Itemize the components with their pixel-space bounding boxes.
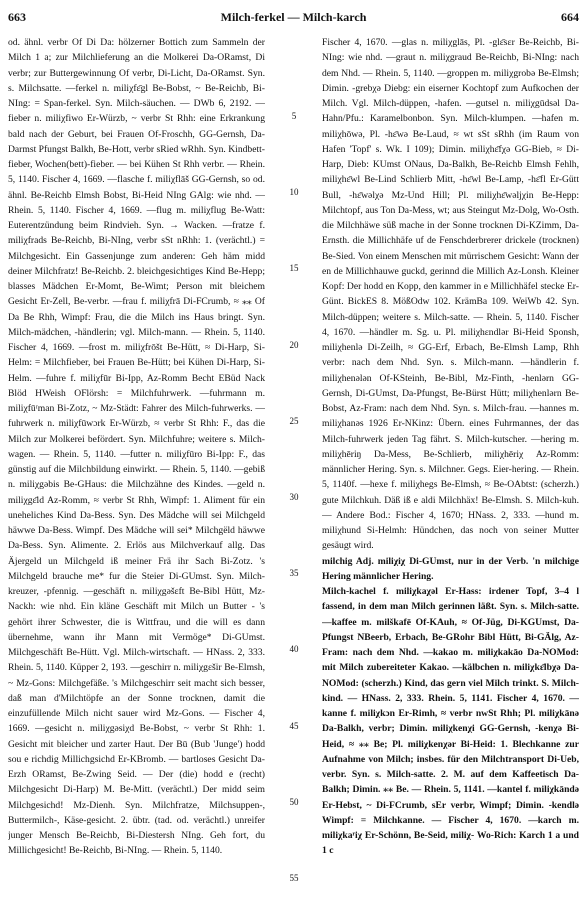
page-number-left: 663 <box>8 10 26 24</box>
line-number: 5 <box>291 111 297 121</box>
entry-milch-kachel: Milch-kachel f. miliχkaχəl Er-Hass: irdener Topf, 3–4 l fassend, in dem man Milch gerinnen läßt. Syn. s. Milch-satte. —kaffee m. milškafē Of-KAuh, ≈ Of-Jüg, Di-KGUmst, Da-Pfungst NBeerb, Erbach, Be-GRohr Bibl Hütt, Bi-GÄlg, Az-Fram: nach dem Nhd. —kakao m. miliχkakāo Da-NOMod: mit Milch zubereiteter Kakao. —kälbchen n. miliχkɛ̄lbχə Da-NOMod: (scherzh.) Kind, das gern viel Milch trinkt. S. Milch-kind. — HNass. 2, 333. Rhein. 5, 1141. Fischer 4, 1670. —kanne f. miliχkɔn Er-Rimh, ≈ verbr nwSt Rhh; Pl. miliχkānə Da-Balkh, verbr; Dimin. miliχkenχi GG-Gernsh, -kenχə Bi-Heid, ≈ ⁎⁎ Be; Pl. miliχkenχər Bi-Heid: 1. Blechkanne zur Aufnahme von Milch; insbes. für den Milchtransport Di-Ueb, verbr. Syn. s. Milch-satte. 2. M. auf dem Kaffeetisch Da-Balkh; Dimin. ⁎⁎ Be. — Rhein. 5, 1141. —kantel f. miliχkāndə Er-Hebst, ~ Di-FCrumb, sEr verbr, Wimpf; Dimin. -kendlə Wimpf: = Milchkanne. — Fischer 4, 1670. —karch m. miliχkaʳiχ Er-Schönn, Be-Seid, miliχ- Wo-Rich: Karch 1 a und 1 c <box>322 586 579 857</box>
line-number: 55 <box>289 873 299 883</box>
line-number: 30 <box>289 492 299 502</box>
left-column <box>8 35 265 901</box>
line-number-gutter <box>281 35 307 901</box>
page-header <box>0 10 587 28</box>
line-number: 40 <box>289 644 299 654</box>
page-number-right: 664 <box>561 10 579 24</box>
right-column <box>322 35 579 901</box>
line-number: 10 <box>289 187 299 197</box>
line-number: 20 <box>289 340 299 350</box>
line-number: 45 <box>289 721 299 731</box>
entry-milchig: milchig Adj. miliχiχ Di-GUmst, nur in der Verb. 'n milchige Hering männlicher Hering. <box>322 555 579 582</box>
right-column-text: Fischer 4, 1670. —glas n. miliχglās, Pl. -glɛ̄sɛr Be-Reichb, Bi-NIng: wie nhd. —graut n. miliχgraud Be-Reichb, Bi-NIng: nach dem Nhd. — Rhein. 5, 1140. —groppen m. miliχgrobə Be-Elmsh; Dimin. -grebχə Diebg: ein eiserner Kochtopf zum Aufkochen der Milch. Vgl. Milch-düppen, -hafen. —gutsel n. miliχgūdsəl Da-Hahn/Pfu.: Karamelbonbon. Syn. Milch-klumpen. —hafen m. miliχhōwə, Pl. -hɛ̄wə Be-Laud, ≈ wt sSt sRhh (im Raum von Hafen 'Topf' s. Wk. I 109); Dimin. miliχhɛ̄fχə GG-Bieb, ≈ Di-Harp, Dieb: KUmst ONaus, Da-Balkh, Be-Reichb Elmsh Fehlh, miliχhɛ̄wl Be-Lind Schlierb Mitt, -hɛ̄wl Be-Lamp, -hɛ̄fl Er-Gütt Bull, -hɛ̄wəlχə Mz-Und Hill; Pl. miliχhɛ̄wəljχin Be-Hepp: Milchtopf, aus Ton Da-Mess, wt; aus Steingut Mz-Dolg, Wo-Osth. die Milchhäwe süß mache in der Sonne trocknen Di-KZimm, Da-Ernsth. die Millichhäfe uf de Fenschderbrerer drickele (trocknen) Be-Sied. Von einem Menschen mit mürrischem Gesicht: Wann der en de Millichhauwe guckd, gerinnd die Millich Az-Lonsh. Kleiner Kopf: Der hodd en Kopp, den kammer in e Millichhäfel stecke Er-Günt. BickES 8. MößOdw 102. KrämBa 109. WeiWb 42. Syn. Milch-düppen; weitere s. Milch-satte. — Rhein. 5, 1140. Fischer 4, 1670. —händler m. Sg. u. Pl. miliχhɛndlər Bi-Heid Sponsh, miliχhenlə Di-Zeilh, ≈ GG-Erf, Erbach, Be-Elmsh Lamp, Rhh verbr: nach dem Nhd. Syn. s. Milch-mann. —händlerin f. miliχhenələn Of-KSteinh, Be-Bibl, Mz-Finth, -henlərn GG-Gernsh, Di-GUmst, Da-Pfungst, Be-Bürst Hütt; miliχhenlərn Be-Bobst, Az-Fram: nach dem Nhd. Syn. s. Milch-frau. —hannes m. miliχhanəs 1926 Er-NKinz: Übern. eines Fuhrmannes, der das Milch-fuhrwerk jeden Tag fährt. S. Milch-kutscher. —hering m. miliχhēriŋ Da-Mess, Be-Schlierb, miliχhēriχ Az-Romm: männlicher Hering. Syn. s. Milchner. Gegs. Eier-hering. — Rhein. 5, 1140f. —hexe f. miliχhegs Be-Elmsh, ≈ Be-OAbtst: (scherzh.) gute Milchkuh. Däß iß e aldi Milchhäx! Be-Elmsh. S. Milch-kuh. — Andere Bod.: Fischer 4, 1670; HNass. 2, 333. —hund m. miliχhund Si-Helmh: Hündchen, das noch von seiner Mutter gesäugt wird. <box>322 37 579 552</box>
line-number: 50 <box>289 797 299 807</box>
line-number: 25 <box>289 416 299 426</box>
line-number: 15 <box>289 263 299 273</box>
left-column-text: od. ähnl. verbr Of Di Da: hölzerner Bottich zum Sammeln der Milch 1 a; zur Milchlieferung an die Molkerei Da-ORamst, Di verbr; zur Buttergewinnung Of verbr, Di-Licht, Da-ORamst. Syn. s. Milchsatte. —ferkel n. miliχfɛ̄gl Be-Bobst, ~ Be-Reichb, Bi-NIng: = Span-ferkel. Syn. Milch-säuchen. — DWb 6, 2192. —fieber n. miliχfiwo Er-Würzb, ~ verbr St Rhh: eine Erkrankung bald nach der Geburt, bei Frauen Of-Froschh, GG-Gernsh, Da-Darmst Pfungst Balkh, Be-Hott, verbr sRied wRhh. Syn. Kindbett-fieber, Wochen(bett)-fieber. — bei Kühen St Rhh verbr. — Rhein. 5, 1140. Fischer 4, 1669. —flasche f. miliχflāš GG-Gernsh, so od. ähnl. Be-Reichb Elmsh Bobst, Bi-Heid NIng GAlg: wie nhd. — Rhein. 5, 1140. Fischer 4, 1669. —flug m. miliχflug Be-Watt: Euterentzündung beim Rindvieh. Syn. → Wacken. —fratze f. miliχfrads Be-Reichb, Bi-NIng, verbr sSt nRhh: 1. (verächtl.) = Milchgesicht. Ein Gassenjunge zum anderen: Geh häm midd deiner Milchfratz! Be-Reichb. 2. bleichgesichtiges Kind Be-Hepp; blasses Mädchen Er-Momt, Be-Wimt; Person mit bleichem Gesicht Er-Zell, Be-verbr. —frau f. miliχfrā Di-FCrumb, ≈ ⁎⁎ Of Da Be Rhh, Wimpf: Frau, die die Milch ins Haus bringt. Syn. Milch-mädchen, -händlerin; vgl. Milch-mann. — Rhein. 5, 1140. Fischer 4, 1669. —frost m. miliχfrōšt Be-Hütt, ≈ Di-Harp, Si-Helm: = Milchfieber, bei Frauen Be-Hütt; bei Kühen Di-Harp, Si-Helm. —fuhre f. miliχfūr Bi-Ipp, Az-Romm Becht EBüd Nack Blöd HWeish OFlörsh: = Milchfuhrwerk. —fuhrmann m. miliχfūʳman Bi-Zotz, ~ Mz-Städt: Fahrer des Milch-fuhrwerks. —fuhrwerk n. miliχfūwɔrk Er-Würzb, ≈ verbr St Rhh: F., das die Milch zur Molkerei befördert. Syn. Milchfuhre; weitere s. Milch-wagen. — Rhein. 5, 1140. —futter n. miliχfūro Bi-Ipp: F., das günstig auf die Milchbildung einwirkt. — Rhein. 5, 1140. —gebiß n. miliχgəbis Be-GHaus: die Milchzähne des Kindes. —geld n. miliχgɛ̄ld Az-Romm, ≈ verbr St Rhh, Wimpf: 1. Aliment für ein uneheliches Kind Da-Bess. Syn. Des Mädche will sei Milchgeld häwwe Da-Bess. Wimpf. Des Mädche will sei* Milchgëld häwwe Da-Bess. Syn. Alimente. 2. Erlös aus Milchverkauf allg. Das Äjergeld un Milchgeld iß meiner Frä ihr Sach Bi-Zotz. 's Milchgeld brauche me* fur die Steier Di-GUmst. Syn. Milch-kreuzer, -pfennig. —geschäft n. miliχgəšɛft Be-Bibl Hütt, Mz-Nackh: wie nhd. Ein kläne Geschäft mit Milch un Butter - 's gehört ihrer Schwester, die is Wittfrau, und die will es dann übernehme, wann ihr Mann mit Vermöge* Di-GUmst. Milchgeschäft Be-Hütt. Vgl. Milch-wirtschaft. — HNass. 2, 333. Rhein. 5, 1140. Küpper 2, 193. —geschirr n. miliχgɛšir Be-Elmsh, ~ Mz-Gons: Milchgefäße. 's Milchgeschirr seit macht sich besser, daß man d'Milchtöpfe an der Sonne trocknen, damit die einzufüllende Milch nicht sauer wird Mz-Gons. — Fischer 4, 1669. —gesicht n. miliχgəsiχd Be-Bobst, ~ verbr St Rhh: 1. Gesicht mit bleicher und zarter Haut. Der Bū (Bub 'Junge') hodd sou e richdig Millichgsichd Er-KBromb. — bartloses Gesicht Da-Erzh ORamst, Be-Zwing Seid. — Der (die) hodd e (recht) Milchgesicht Di-Harp) M. Be-Mitt. (verächtl.) Der midd seim Milchgesichd! Mz-Dienh. Syn. Milchfratze, Milchsuppen-, Buttermilch-, Käse-gesicht. 2. übtr. (tad. od. verächtl.) unreifer junger Mensch Be-Reichb, Bi-Diestersh NIng. Geh fort, du Millichgesicht! Be-Reichb, Bi-NIng. — Rhein. 5, 1140. <box>8 37 265 857</box>
running-head: Milch-ferkel — Milch-karch <box>220 10 367 24</box>
line-number: 35 <box>289 568 299 578</box>
